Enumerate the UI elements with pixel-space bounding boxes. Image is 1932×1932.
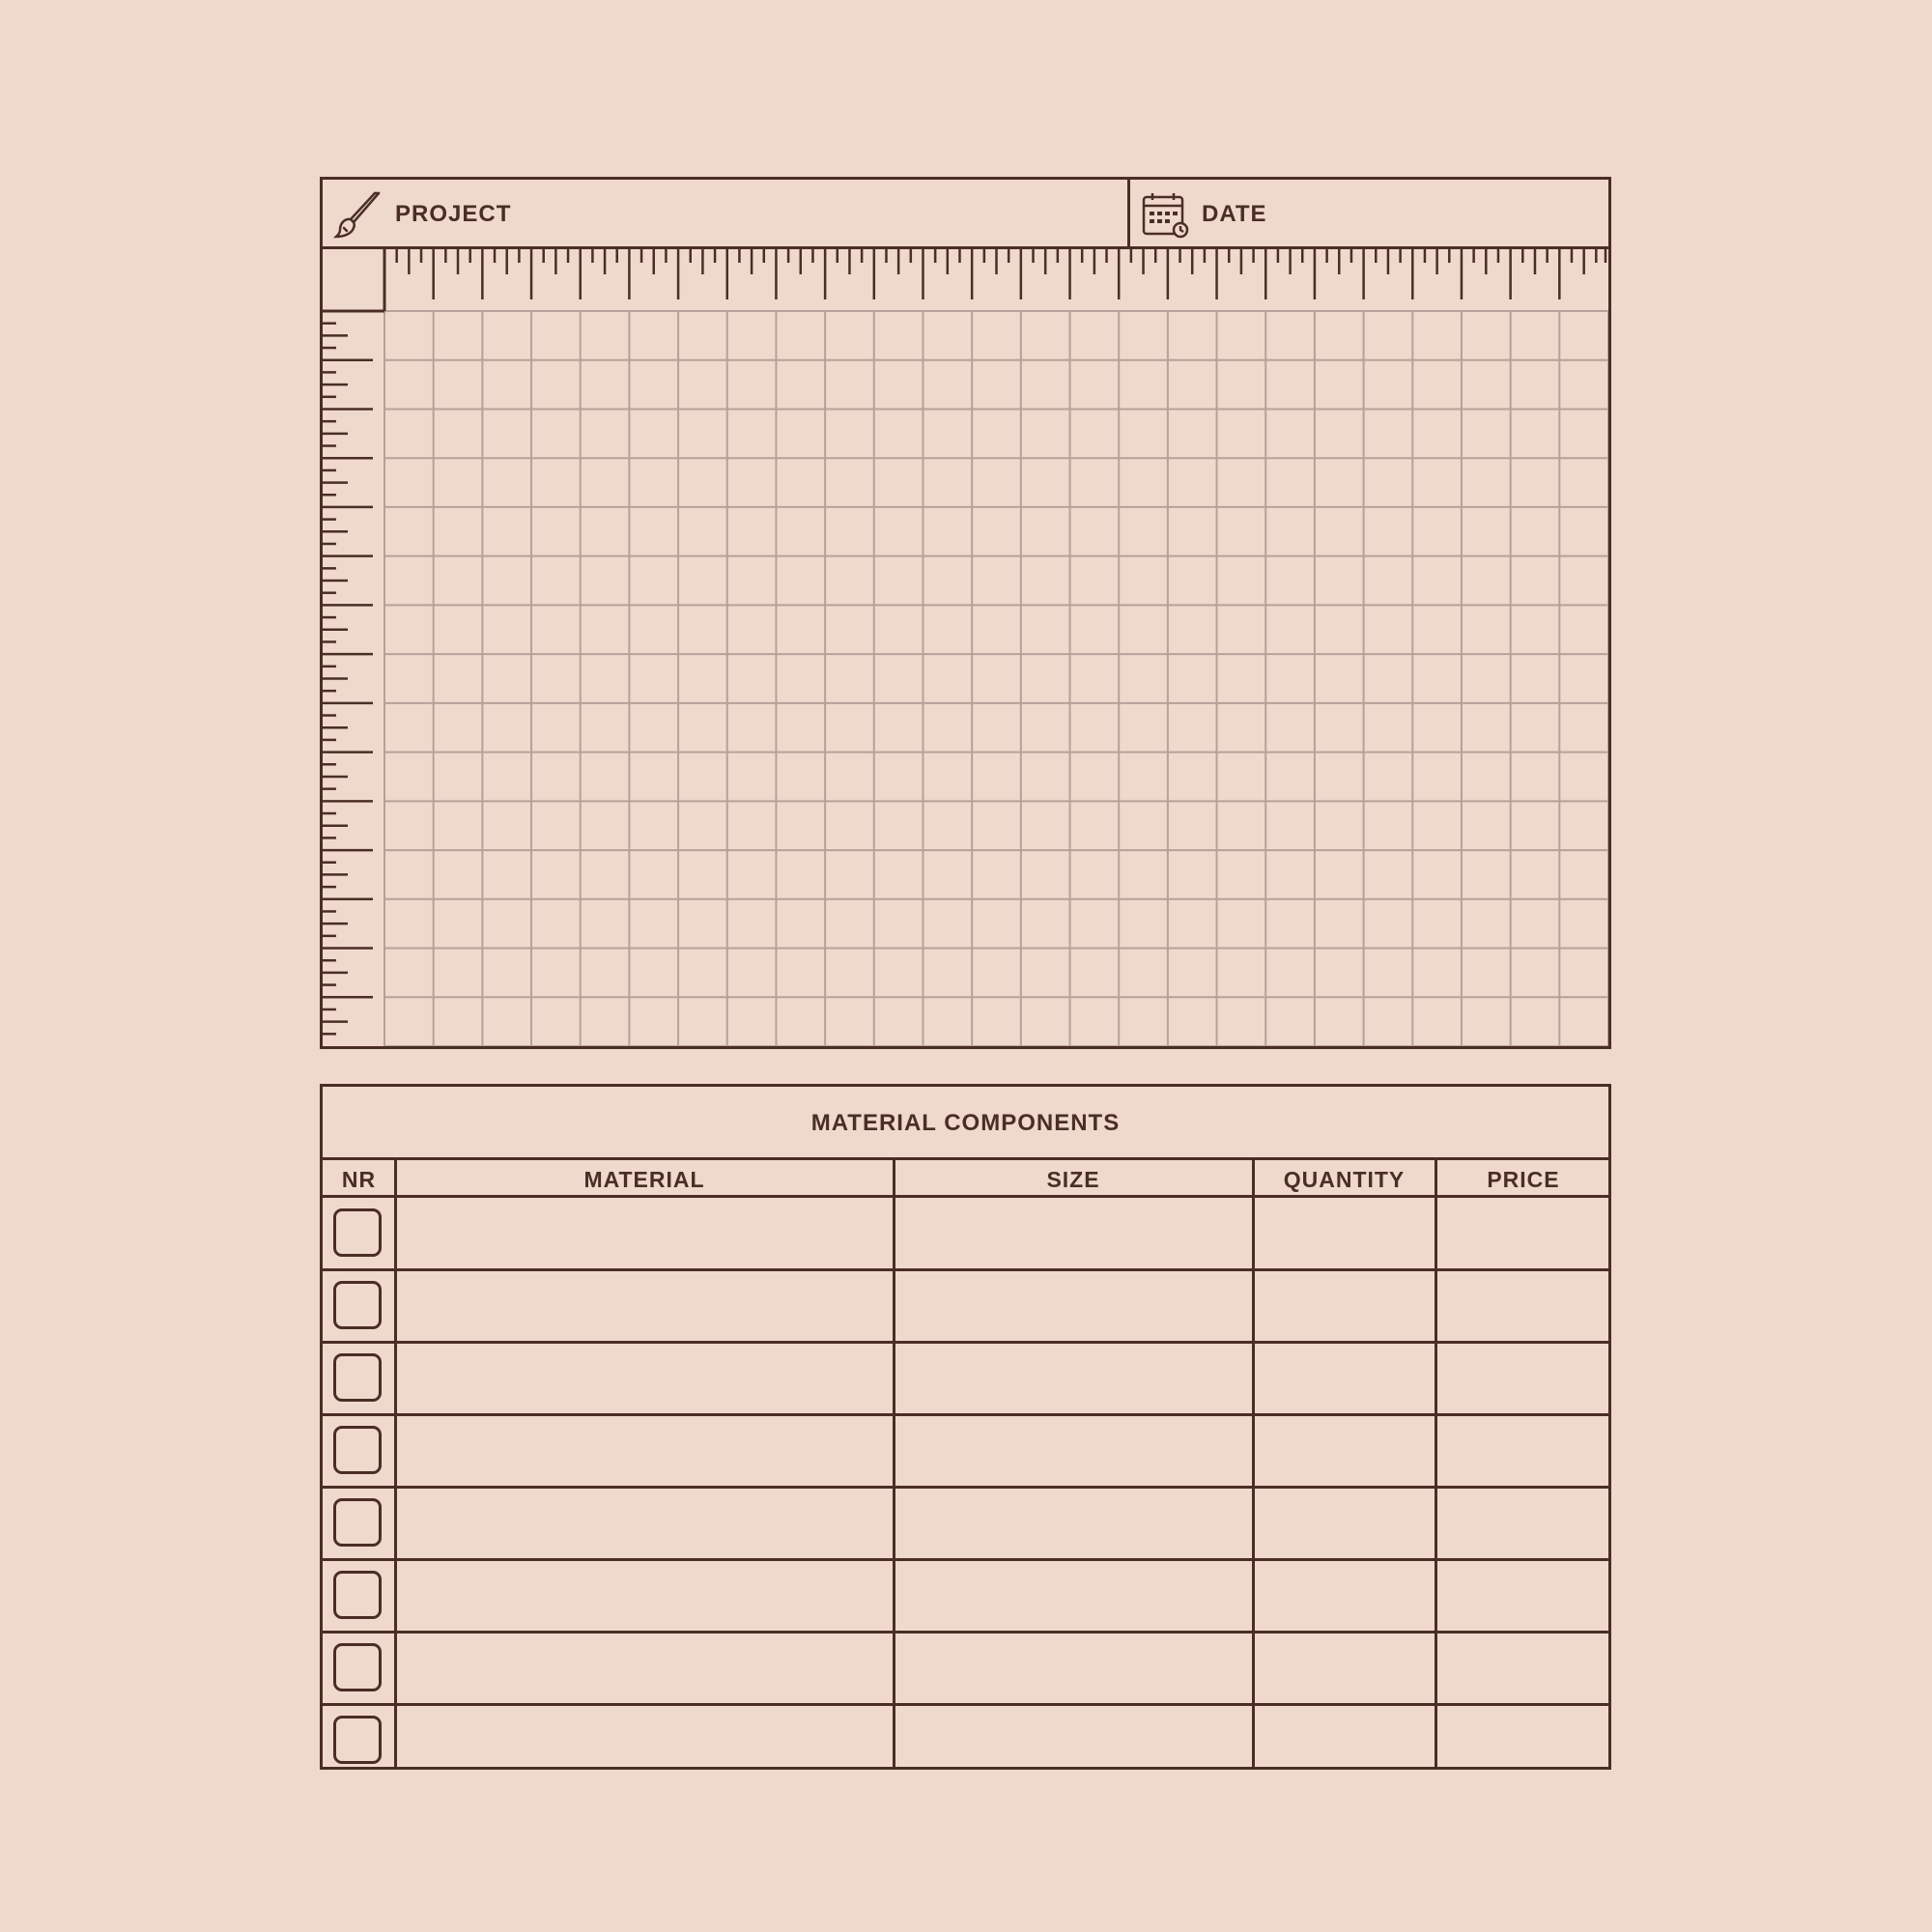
header-divider-line: [323, 1195, 1608, 1198]
planning-sheet: [320, 177, 1611, 1049]
row-divider: [323, 1268, 1608, 1271]
row-checkbox[interactable]: [333, 1353, 382, 1402]
row-divider: [323, 1486, 1608, 1489]
row-checkbox[interactable]: [333, 1426, 382, 1474]
material-components-table: [320, 1084, 1611, 1770]
column-header-nr: NR: [341, 1167, 377, 1192]
row-checkbox[interactable]: [333, 1716, 382, 1764]
column-divider: [394, 1160, 397, 1767]
row-checkbox[interactable]: [333, 1643, 382, 1691]
row-divider: [323, 1703, 1608, 1706]
header-row: [323, 180, 1608, 249]
date-label: DATE: [1202, 201, 1267, 227]
paintbrush-icon: [332, 189, 383, 240]
header-divider: [1127, 180, 1130, 249]
table-title: MATERIAL COMPONENTS: [323, 1087, 1608, 1160]
column-header-quantity: QUANTITY: [1283, 1167, 1406, 1192]
column-divider: [1252, 1160, 1255, 1767]
graph-grid-with-rulers: [323, 249, 1608, 1046]
column-header-material: MATERIAL: [583, 1167, 705, 1192]
row-divider: [323, 1558, 1608, 1561]
row-divider: [323, 1413, 1608, 1416]
column-divider: [1435, 1160, 1437, 1767]
project-label: PROJECT: [395, 201, 512, 227]
row-divider: [323, 1341, 1608, 1344]
column-header-size: SIZE: [1046, 1167, 1100, 1192]
column-header-price: PRICE: [1487, 1167, 1560, 1192]
row-checkbox[interactable]: [333, 1571, 382, 1619]
column-headers: [323, 1160, 1608, 1197]
row-checkbox[interactable]: [333, 1208, 382, 1257]
row-divider: [323, 1631, 1608, 1634]
column-divider: [893, 1160, 895, 1767]
row-checkbox[interactable]: [333, 1281, 382, 1329]
calendar-icon: [1140, 189, 1190, 240]
row-checkbox[interactable]: [333, 1498, 382, 1547]
